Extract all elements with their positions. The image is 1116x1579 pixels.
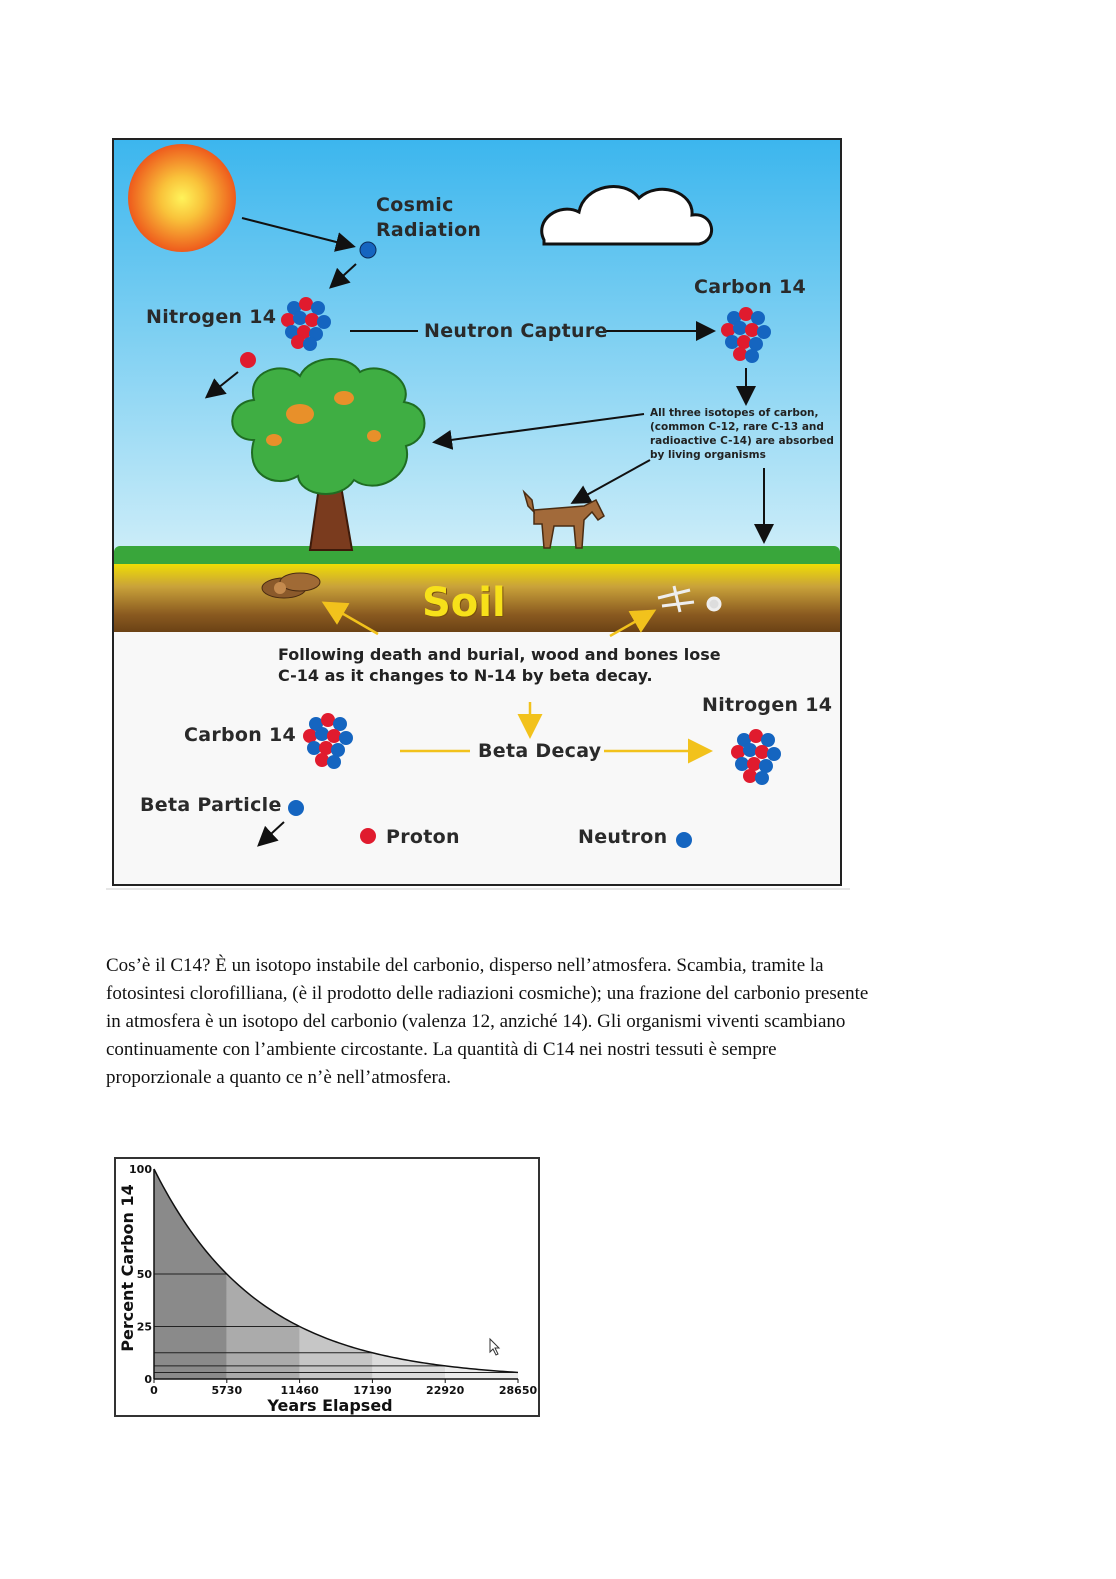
x-tick-label: 17190 bbox=[353, 1384, 392, 1397]
figure-underline bbox=[106, 888, 850, 890]
x-tick-label: 0 bbox=[150, 1384, 158, 1397]
neutron-legend-label: Neutron bbox=[578, 826, 668, 848]
carbon-14-nucleus-icon bbox=[721, 307, 771, 363]
x-tick-label: 22920 bbox=[426, 1384, 465, 1397]
cosmic-label-line2: Radiation bbox=[376, 219, 482, 241]
nitrogen-14-bottom-label: Nitrogen 14 bbox=[702, 694, 833, 716]
carbon-14-label: Carbon 14 bbox=[694, 276, 807, 298]
neutron-legend-icon bbox=[676, 832, 692, 848]
x-axis-label: Years Elapsed bbox=[267, 1396, 393, 1415]
sun-icon bbox=[128, 144, 236, 252]
x-tick-label: 5730 bbox=[211, 1384, 243, 1397]
beta-particle-label: Beta Particle bbox=[140, 794, 282, 816]
carbon-cycle-artwork bbox=[114, 140, 840, 884]
nitrogen-14-nucleus-icon bbox=[281, 297, 331, 351]
paragraph-line: fotosintesi clorofilliana, (è il prodotto delle radiazioni cosmiche); una frazione del carbonio presente bbox=[106, 983, 869, 1004]
burial-caption bbox=[278, 644, 721, 686]
tree-icon bbox=[232, 359, 424, 550]
burial-caption-line: Following death and burial, wood and bones lose bbox=[278, 645, 721, 664]
decay-chart-svg bbox=[116, 1159, 538, 1415]
nitrogen-14-label: Nitrogen 14 bbox=[146, 306, 277, 328]
body-paragraph bbox=[106, 952, 1006, 1092]
x-tick-label: 11460 bbox=[280, 1384, 319, 1397]
y-tick-label: 50 bbox=[136, 1268, 152, 1281]
bones-icon bbox=[658, 586, 720, 612]
decay-chart bbox=[114, 1157, 540, 1417]
isotopes-note-line: radioactive C-14) are absorbed bbox=[650, 435, 834, 447]
y-tick-label: 100 bbox=[129, 1163, 152, 1176]
carbon-cycle-figure bbox=[112, 138, 842, 886]
carbon-14-nucleus-bottom-icon bbox=[303, 713, 353, 769]
isotopes-note-line: (common C-12, rare C-13 and bbox=[650, 421, 824, 433]
proton-legend-label: Proton bbox=[386, 826, 460, 848]
y-tick-label: 0 bbox=[144, 1373, 152, 1386]
proton-legend-icon bbox=[360, 828, 376, 844]
paragraph-line: in atmosfera è un isotopo del carbonio (valenza 12, anziché 14). Gli organismi viventi scambiano bbox=[106, 1011, 846, 1032]
cloud-icon bbox=[542, 187, 712, 244]
nitrogen-14-nucleus-bottom-icon bbox=[731, 729, 781, 785]
paragraph-line: continuamente con l’ambiente circostante. La quantità di C14 nei nostri tessuti è sempre bbox=[106, 1039, 777, 1060]
proton-particle-icon bbox=[240, 352, 256, 368]
wood-logs-icon bbox=[262, 573, 320, 598]
x-tick-labels bbox=[150, 1379, 537, 1397]
neutron-capture-label: Neutron Capture bbox=[424, 320, 608, 342]
carbon-14-bottom-label: Carbon 14 bbox=[184, 724, 297, 746]
cosmic-label-line1: Cosmic bbox=[376, 194, 454, 216]
isotopes-note bbox=[650, 406, 840, 462]
burial-caption-line: C-14 as it changes to N-14 by beta decay. bbox=[278, 666, 653, 685]
x-tick-label: 28650 bbox=[498, 1384, 538, 1397]
beta-decay-label: Beta Decay bbox=[478, 740, 602, 762]
cursor-icon bbox=[490, 1339, 499, 1355]
soil-label: Soil bbox=[422, 580, 506, 626]
horse-icon bbox=[524, 492, 604, 548]
y-tick-label: 25 bbox=[136, 1320, 152, 1334]
isotopes-note-line: by living organisms bbox=[650, 449, 766, 461]
paragraph-line: Cos’è il C14? È un isotopo instabile del carbonio, disperso nell’atmosfera. Scambia, tramite la bbox=[106, 955, 824, 976]
neutron-particle-icon bbox=[360, 242, 376, 258]
beta-particle-icon bbox=[288, 800, 304, 816]
paragraph-line: proporzionale a quanto ce n’è nell’atmosfera. bbox=[106, 1067, 452, 1088]
isotopes-note-line: All three isotopes of carbon, bbox=[650, 407, 819, 419]
y-axis-label: Percent Carbon 14 bbox=[118, 1184, 137, 1352]
